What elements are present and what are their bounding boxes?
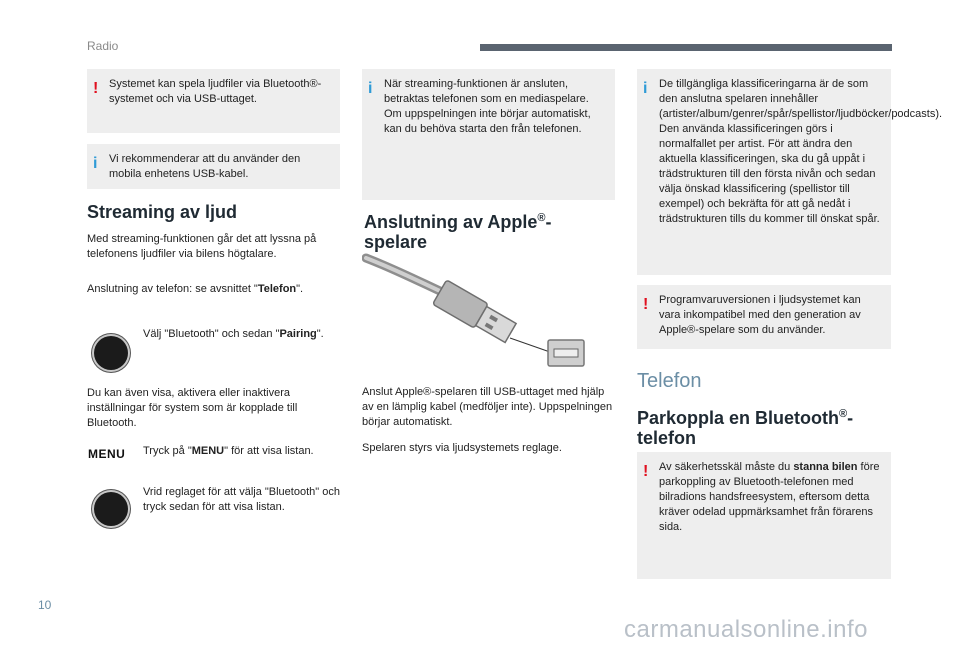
- heading-apple: Anslutning av Apple®- spelare: [364, 212, 552, 252]
- info-text: När streaming-funktionen är ansluten, betraktas telefonen som en mediaspelare. Om uppspelningen inte börjar automatiskt, kan du behöva starta den från telefonen.: [384, 78, 591, 135]
- paragraph: Med streaming-funktionen går det att lyssna på telefonens ljudfiler via bilens högtalare.: [87, 233, 317, 260]
- warning-text: Systemet kan spela ljudfiler via Bluetooth®-systemet och via USB-uttaget.: [109, 78, 322, 105]
- warning-box: [637, 285, 891, 349]
- info-box: [87, 144, 340, 189]
- knob-icon: [94, 336, 128, 370]
- step-press-menu: Tryck på "MENU" för att visa listan.: [143, 445, 314, 457]
- paragraph: Spelaren styrs via ljudsystemets reglage.: [362, 442, 562, 454]
- info-text: De tillgängliga klassificeringarna är de som den anslutna spelaren innehåller (artister/album/genrer/spår/spellistor/ljudböcker/podcasts). Den använda klassificeringen görs i normalfallet per artist. För att ändra den aktuella klassificeringen, ska du gå uppåt i trädstrukturen till den första nivån och sedan välja önskad klassificering (spellistor till exempel) och bekräfta för att gå nedåt i trädstrukturen tills du kommer till önskat spår.: [659, 78, 943, 225]
- warning-box: [637, 452, 891, 579]
- section-title: Radio: [87, 39, 119, 53]
- info-box: [362, 69, 615, 200]
- header-bar: [480, 44, 892, 51]
- warning-text: Av säkerhetsskäl måste du stanna bilen före parkoppling av Bluetooth-telefonen med bilradions handsfreesystem, eftersom detta kräver odelad uppmärksamhet från förarens sida.: [659, 461, 880, 533]
- heading-bluetooth-pairing: Parkoppla en Bluetooth®- telefon: [637, 408, 854, 448]
- step-rotate-knob: Vrid reglaget för att välja "Bluetooth" och tryck sedan för att visa listan.: [143, 486, 340, 513]
- menu-button-icon: MENU: [88, 447, 126, 461]
- warning-icon: !: [643, 296, 649, 313]
- warning-box: [87, 69, 340, 133]
- warning-text: Programvaruversionen i ljudsystemet kan vara inkompatibel med den generation av Apple®-spelare som du använder.: [659, 294, 861, 336]
- info-icon: i: [643, 80, 648, 97]
- info-text: Vi rekommenderar att du använder den mobila enhetens USB-kabel.: [109, 153, 301, 180]
- page-number: 10: [38, 598, 52, 612]
- info-icon: i: [368, 80, 373, 97]
- usb-cable-illustration: [362, 250, 592, 375]
- paragraph: Du kan även visa, aktivera eller inaktivera inställningar för system som är kopplade till Bluetooth.: [87, 387, 298, 429]
- paragraph: Anslut Apple®-spelaren till USB-uttaget med hjälp av en lämplig kabel (medföljer inte). Uppspelningen börjar automatiskt.: [362, 386, 613, 428]
- heading-streaming: Streaming av ljud: [87, 202, 238, 222]
- knob-icon: [94, 492, 128, 526]
- info-icon: i: [93, 155, 98, 172]
- section-heading-telefon: Telefon: [637, 370, 702, 392]
- warning-icon: !: [643, 463, 649, 480]
- info-box: [637, 69, 943, 275]
- watermark: carmanualsonline.info: [624, 616, 868, 643]
- warning-icon: !: [93, 80, 99, 97]
- step-select-pairing: Välj "Bluetooth" och sedan "Pairing".: [143, 328, 324, 340]
- paragraph-telefon-ref: Anslutning av telefon: se avsnittet "Telefon".: [87, 283, 304, 295]
